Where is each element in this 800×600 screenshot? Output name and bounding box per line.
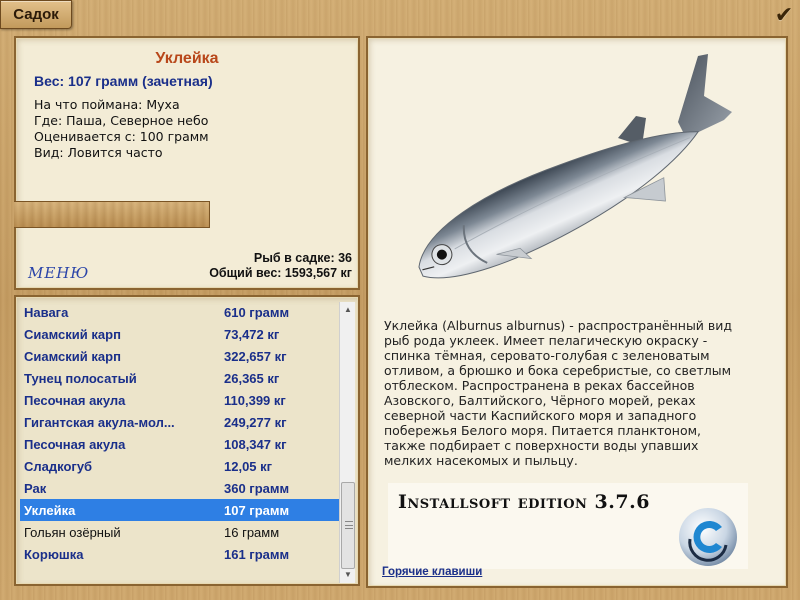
list-item[interactable] xyxy=(20,543,340,565)
edition-banner xyxy=(388,483,748,569)
list-item[interactable] xyxy=(20,411,340,433)
list-item-weight: 107 грамм xyxy=(224,502,290,518)
scroll-up-arrow-icon[interactable]: ▲ xyxy=(344,305,352,314)
list-item-weight: 161 грамм xyxy=(224,546,290,562)
location-text: Где: Паша, Северное небо xyxy=(34,113,209,128)
list-item-weight: 73,472 кг xyxy=(224,326,280,342)
list-item-name: Корюшка xyxy=(24,546,84,562)
fish-name: Уклейка xyxy=(155,50,219,67)
window-title: Садок xyxy=(0,0,72,29)
fish-info-panel xyxy=(14,36,360,290)
list-item[interactable] xyxy=(20,521,340,543)
keepnet-stats xyxy=(209,251,352,281)
list-item-weight: 16 грамм xyxy=(224,524,280,540)
list-item-name: Сиамский карп xyxy=(24,348,121,364)
list-item-weight: 26,365 кг xyxy=(224,370,280,386)
list-item-name: Гигантская акула-мол... xyxy=(24,414,175,430)
installsoft-logo-icon xyxy=(676,505,740,569)
fish-list-panel xyxy=(14,295,360,586)
list-item[interactable] xyxy=(20,455,340,477)
list-item[interactable] xyxy=(20,367,340,389)
total-weight: Общий вес: 1593,567 кг xyxy=(209,266,352,280)
list-item-name: Песочная акула xyxy=(24,392,126,408)
list-item-weight: 322,657 кг xyxy=(224,348,287,364)
hotkeys-link[interactable]: Горячие клавиши xyxy=(382,566,483,578)
fish-description: Уклейка (Alburnus alburnus) - распространённый вид рыб рода уклеек. Имеет пелагическую окраску - спинка тёмная, серовато-голубая с зеленоватым отливом, а брюшко и бока серебристые, со светлым отблеском. Распространена в реках бассейнов Азовского, Балтийского, Чёрного морей, реках северной части Каспийского моря и западного побережья Белого моря. Питается планктоном, также подбирает с поверхности воды упавших мелких насекомых и пыльцу. xyxy=(384,318,733,468)
list-item-name: Гольян озёрный xyxy=(24,524,121,540)
list-item-weight: 110,399 кг xyxy=(224,392,286,408)
fish-weight: Вес: 107 грамм (зачетная) xyxy=(34,73,213,89)
list-item-name: Рак xyxy=(24,480,47,496)
edition-text: Installsoft edition 3.7.6 xyxy=(398,491,650,513)
list-item[interactable] xyxy=(20,345,340,367)
list-item-weight: 249,277 кг xyxy=(224,414,287,430)
list-item[interactable] xyxy=(20,477,340,499)
list-item-name: Сиамский карп xyxy=(24,326,121,342)
fish-image xyxy=(386,46,772,316)
list-item-weight: 360 грамм xyxy=(224,480,290,496)
fish-count: Рыб в садке: 36 xyxy=(253,251,352,265)
list-item[interactable] xyxy=(20,323,340,345)
catch-type-text: Вид: Ловится часто xyxy=(34,145,163,160)
list-item[interactable] xyxy=(20,301,340,323)
list-scrollbar[interactable] xyxy=(339,302,355,583)
list-item[interactable] xyxy=(20,389,340,411)
list-item-weight: 610 грамм xyxy=(224,304,290,320)
list-item-weight: 12,05 кг xyxy=(224,458,273,474)
list-item[interactable] xyxy=(20,433,340,455)
fish-detail-panel xyxy=(366,36,788,588)
valued-from-text: Оценивается с: 100 грамм xyxy=(34,129,209,144)
scroll-thumb[interactable] xyxy=(341,482,355,569)
grip-icon xyxy=(345,521,353,529)
list-item-name: Песочная акула xyxy=(24,436,126,452)
list-item-weight: 108,347 кг xyxy=(224,436,287,452)
fish-list[interactable] xyxy=(20,301,340,565)
list-item-selected[interactable] xyxy=(20,499,340,521)
list-item-name: Навага xyxy=(24,304,69,320)
scroll-down-arrow-icon[interactable]: ▼ xyxy=(344,570,352,579)
wood-divider xyxy=(14,201,210,228)
list-item-name: Тунец полосатый xyxy=(24,370,137,386)
list-item-name: Сладкогуб xyxy=(24,458,93,474)
menu-link[interactable]: МЕНЮ xyxy=(28,264,90,282)
caught-on-text: На что поймана: Муха xyxy=(34,97,180,112)
confirm-check-icon[interactable]: ✔ xyxy=(774,2,794,27)
list-item-name: Уклейка xyxy=(24,502,76,518)
